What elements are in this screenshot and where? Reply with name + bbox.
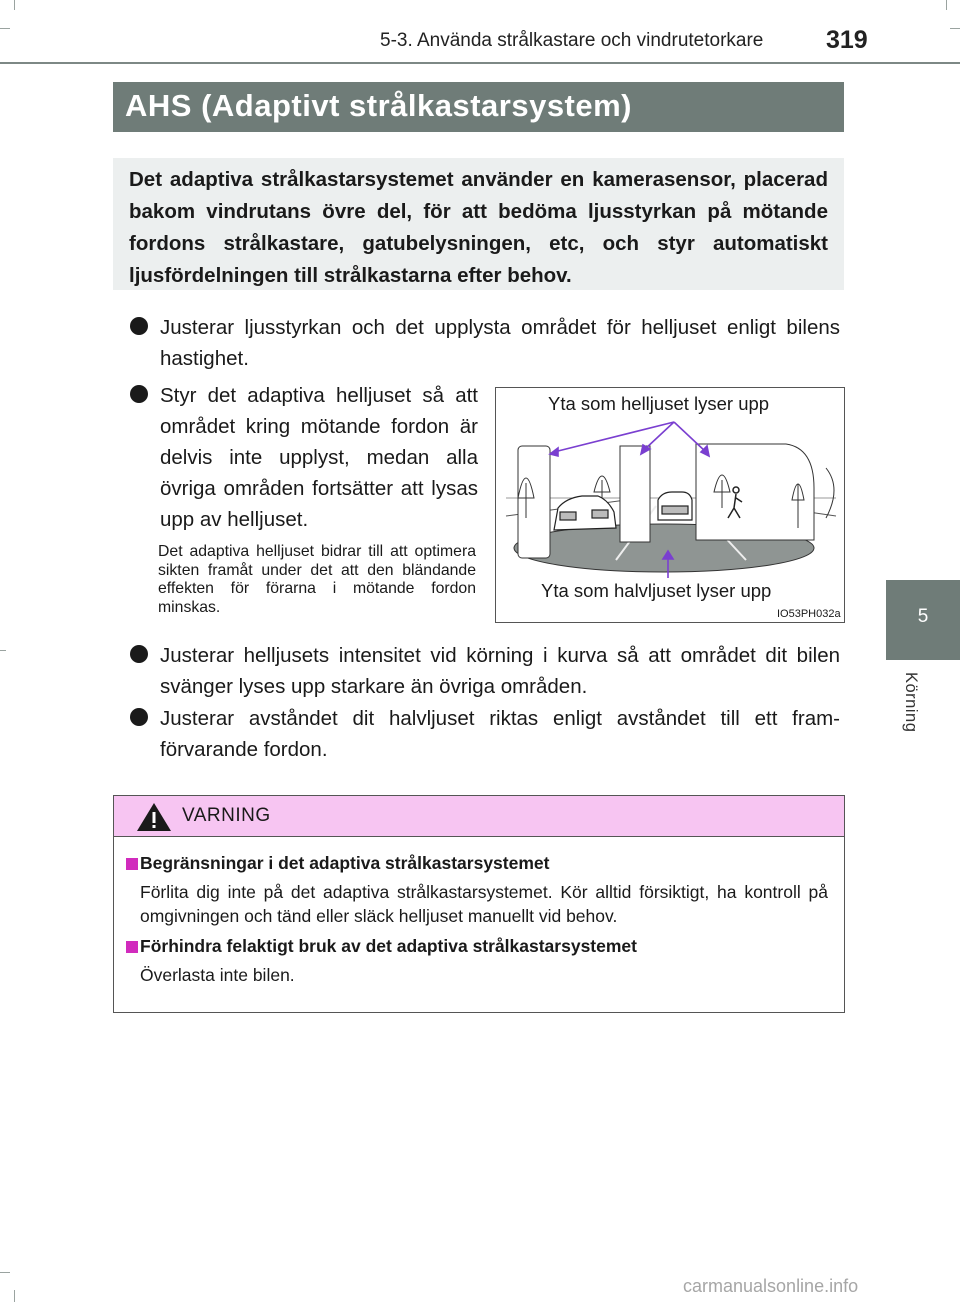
- bullet-dot: [130, 385, 148, 403]
- chapter-tab: [886, 580, 960, 660]
- intro-box: [113, 158, 844, 290]
- warning-box: [113, 795, 845, 1013]
- intro-text: Det adaptiva strålkastarsystemet använder en kamerasensor, placerad bakom vindrutans övre del, för att bedöma ljusstyrkan på mötande fordons strålkastare, gatubelysningen, etc, och styr automatiskt ljusfördelningen till strålkastarna efter behov.: [129, 168, 828, 287]
- headlight-illustration: [495, 387, 845, 623]
- warning-item-heading: Begränsningar i det adaptiva strålkastarsystemet: [140, 853, 550, 873]
- crop-mark: [0, 650, 6, 651]
- section-title: AHS (Adaptivt strålkastarsystem): [125, 88, 633, 123]
- chapter-label: Körning: [902, 672, 920, 733]
- watermark: carmanualsonline.info: [683, 1276, 859, 1296]
- low-beam-area-label: Yta som halvljuset lyser upp: [541, 580, 772, 601]
- high-beam-band-left: [518, 446, 550, 558]
- crop-mark: [14, 0, 15, 10]
- bullet-dot: [130, 708, 148, 726]
- bullet-dot: [130, 645, 148, 663]
- warning-header: [114, 796, 844, 837]
- warning-item-text: Överlasta inte bilen.: [140, 965, 295, 985]
- bullet-note: Det adaptiva helljuset bidrar till att optimera sikten framåt under det att den bländande effekten för förarna i mötande fordon minskas.: [158, 543, 476, 616]
- bullet-text: Styr det adaptiva helljuset så att området kring mötande fordon är delvis inte upplyst, medan alla övriga områden fortsätter att lysas upp av helljuset.: [160, 384, 478, 531]
- square-bullet-icon: [126, 941, 138, 953]
- chapter-number: 5: [917, 606, 929, 627]
- crop-mark: [0, 28, 10, 29]
- header-rule: [0, 62, 960, 64]
- bullet-text: Justerar ljusstyrkan och det upplysta området för helljuset enligt bilens hastighet.: [160, 316, 840, 370]
- square-bullet-icon: [126, 858, 138, 870]
- warning-triangle-icon: [136, 802, 172, 832]
- crop-mark: [946, 0, 947, 10]
- bullet-dot: [130, 317, 148, 335]
- running-header-section: 5-3. Använda strålkastare och vindrutetorkare: [380, 30, 764, 51]
- warning-item-text: Förlita dig inte på det adaptiva strålkastarsystemet. Kör alltid försiktigt, ha kontroll på omgivningen och tänd eller släck helljuset manuellt vid behov.: [140, 882, 828, 926]
- high-beam-band-mid: [620, 446, 650, 542]
- figure-code: IO53PH032a: [777, 608, 841, 620]
- crop-mark: [950, 28, 960, 29]
- car-icon: [554, 496, 616, 530]
- crop-mark: [14, 1290, 15, 1302]
- section-title-banner: [113, 82, 844, 132]
- crop-mark: [0, 1272, 10, 1273]
- page-number: 319: [826, 26, 868, 54]
- oncoming-car-icon: [658, 492, 692, 520]
- warning-item-heading: Förhindra felaktigt bruk av det adaptiva strålkastarsystemet: [140, 936, 637, 956]
- bullet-text: Justerar avståndet dit halvljuset riktas enligt avståndet till ett fram-förvarande fordon.: [160, 707, 840, 761]
- bullet-text: Justerar helljusets intensitet vid körning i kurva så att området dit bilen svänger lyses upp starkare än övriga områden.: [160, 644, 840, 698]
- warning-title: VARNING: [182, 805, 271, 826]
- high-beam-area-label: Yta som helljuset lyser upp: [548, 393, 770, 414]
